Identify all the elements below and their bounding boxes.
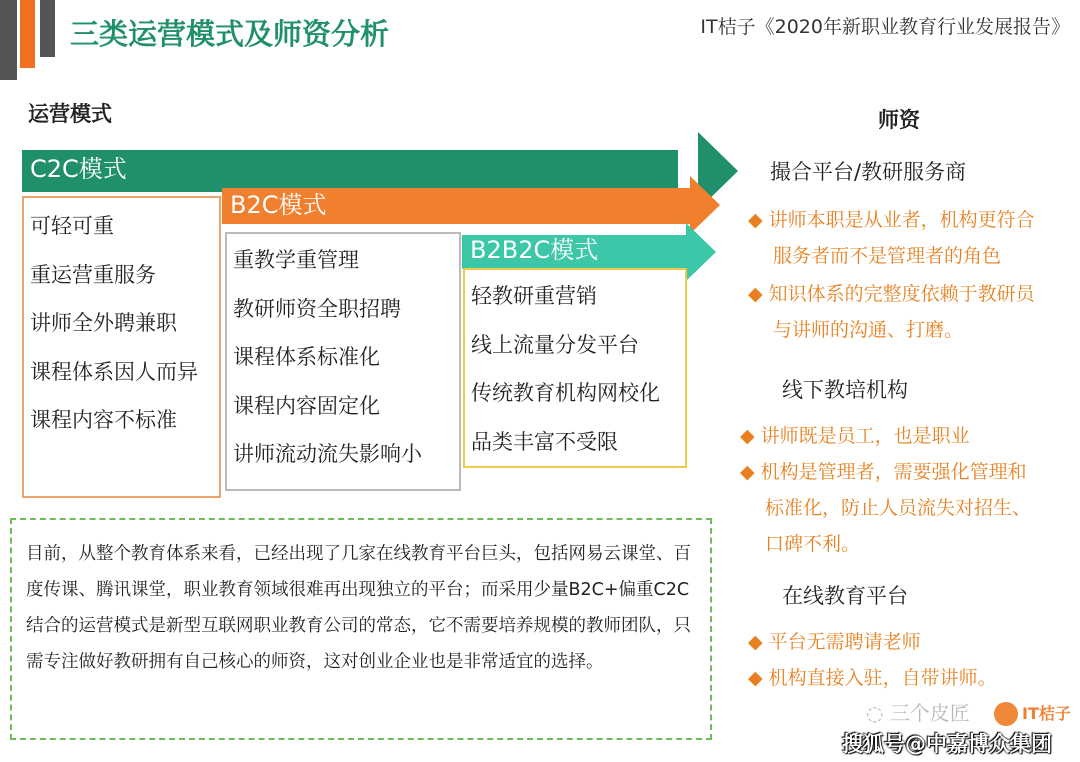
teacher-bullet: ◆ 机构直接入驻，自带讲师。 [748, 667, 997, 689]
b2b2c-box [463, 268, 687, 468]
b2b2c-item: 轻教研重营销 [471, 284, 597, 308]
b2c-item: 教研师资全职招聘 [233, 296, 401, 321]
c2c-item: 讲师全外聘兼职 [30, 311, 177, 335]
diamond-icon: ◆ [748, 631, 763, 653]
decor-bar-orange [20, 0, 35, 68]
teacher-bullet: ◆ 机构是管理者，需要强化管理和 标准化，防止人员流失对招生、 口碑不利。 [740, 461, 1032, 555]
b2c-item: 讲师流动流失影响小 [233, 442, 422, 466]
diamond-icon: ◆ [740, 425, 755, 447]
teacher-bullet: ◆ 平台无需聘请老师 [748, 631, 921, 653]
itjuzi-logo-text: IT桔子 [1022, 704, 1071, 723]
wechat-watermark: ◌ 三个皮匠 [866, 701, 970, 725]
c2c-item: 重运营重服务 [30, 262, 156, 287]
b2b2c-arrow-head [686, 223, 716, 281]
b2b2c-label: B2B2C模式 [462, 235, 688, 269]
report-source: IT桔子《2020年新职业教育行业发展报告》 [700, 16, 1070, 38]
c2c-item: 课程体系因人而异 [30, 359, 198, 384]
c2c-box [22, 196, 221, 498]
b2c-item: 课程内容固定化 [233, 393, 380, 418]
b2b2c-item: 线上流量分发平台 [471, 332, 639, 357]
wechat-icon: ◌ [866, 701, 890, 725]
left-heading: 运营模式 [28, 102, 112, 126]
teacher-bullet: ◆ 讲师既是员工，也是职业 [740, 425, 970, 447]
c2c-item: 可轻可重 [30, 214, 114, 238]
right-heading: 师资 [878, 108, 920, 132]
diamond-icon: ◆ [748, 209, 763, 231]
diamond-icon: ◆ [740, 461, 755, 483]
b2c-item: 重教学重管理 [233, 248, 359, 272]
itjuzi-logo [994, 702, 1018, 726]
summary-box: 目前，从整个教育体系来看，已经出现了几家在线教育平台巨头，包括网易云课堂、百度传课、腾讯课堂，职业教育领域很难再出现独立的平台；而采用少量B2C+偏重C2C结合的运营模式是新型互联网职业教育公司的常态，它不需要培养规模的教师团队，只需专注做好教研拥有自己核心的师资，这对创业企业也是非常适宜的选择。 [10, 518, 712, 740]
b2c-box [225, 232, 461, 491]
sohu-watermark: 搜狐号@中嘉博众集团 [842, 732, 1052, 756]
b2b2c-item: 品类丰富不受限 [471, 429, 618, 454]
b2c-label: B2C模式 [222, 188, 692, 224]
teacher-type-title: 线下教培机构 [782, 378, 908, 402]
page-title: 三类运营模式及师资分析 [70, 17, 390, 51]
decor-bar-gray-2 [40, 0, 55, 57]
c2c-label: C2C模式 [22, 150, 678, 192]
b2b2c-item: 传统教育机构网校化 [471, 381, 660, 405]
c2c-item: 课程内容不标准 [30, 408, 177, 432]
teacher-type-title: 在线教育平台 [782, 584, 908, 608]
diamond-icon: ◆ [748, 667, 763, 689]
decor-bar-gray [0, 0, 17, 80]
teacher-bullet: ◆ 知识体系的完整度依赖于教研员 与讲师的沟通、打磨。 [748, 283, 1035, 341]
teacher-type-title: 撮合平台/教研服务商 [770, 160, 967, 184]
diamond-icon: ◆ [748, 283, 763, 305]
b2c-item: 课程体系标准化 [233, 345, 380, 369]
teacher-bullet: ◆ 讲师本职是从业者，机构更符合 服务者而不是管理者的角色 [748, 209, 1035, 267]
